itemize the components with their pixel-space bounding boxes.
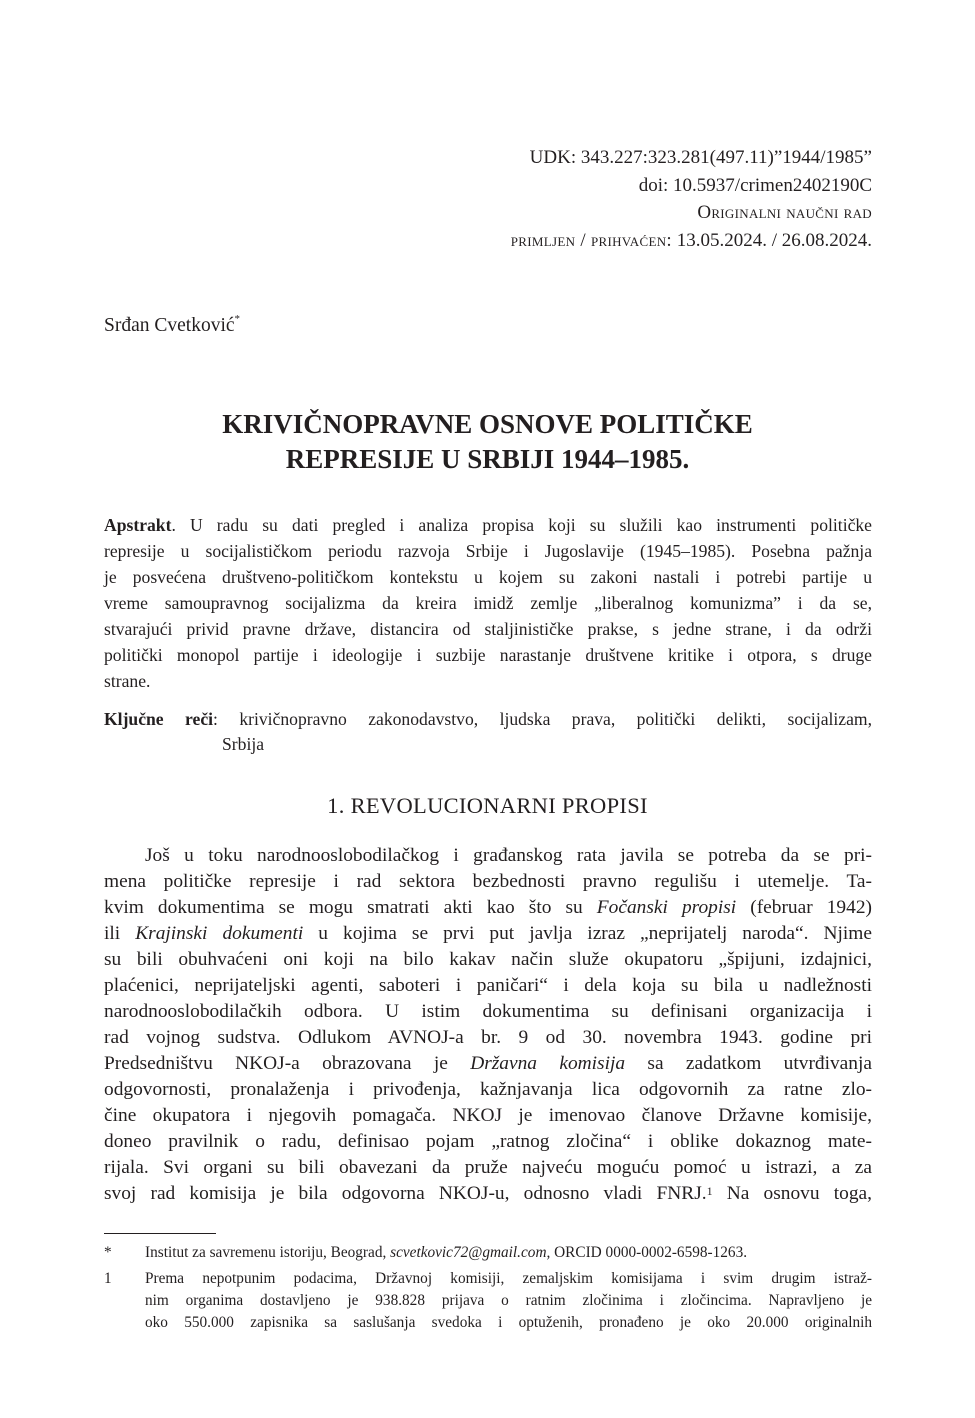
abstract-label: Apstrakt [104, 515, 172, 535]
author-footnote-mark[interactable]: * [234, 313, 241, 325]
footnote-divider [104, 1233, 216, 1234]
body-line: mena političke represije i rad sektora bezbednosti pravno regulišu i utemelje. Ta- [104, 871, 872, 892]
keywords-label: Ključne reči [104, 709, 214, 729]
footnote-mark-1: 1 [104, 1270, 112, 1287]
dates-label: primljen / prihvaćen: [510, 230, 672, 251]
italic-term: Krajinski dokumenti [135, 923, 304, 944]
abstract-line: je posvećena društveno-političkom kontekstu u kojem su zakoni nastali i potrebi partije u [104, 567, 872, 587]
body-line: svoj rad komisija je bila odgovorna NKOJ-u, odnosno vladi FNRJ.$^1$ Na osnovu toga, [104, 1183, 872, 1204]
title-line-1: KRIVIČNOPRAVNE OSNOVE POLITIČKE [222, 409, 753, 439]
footnote-star: Institut za savremenu istoriju, Beograd, scvetkovic72@gmail.com, ORCID 0000-0002-6598-1263. [145, 1244, 748, 1261]
body-line: odgovornosti, pronalaženja i privođenja, kažnjavanja lica odgovornih za ratne zlo- [104, 1079, 872, 1100]
author [104, 315, 240, 337]
article-type: Originalni naučni rad [697, 202, 872, 223]
abstract-line: politički monopol partije i ideologije i suzbije narastanje društvene kritike i otpora, s druge [104, 645, 872, 665]
body-line: Predsedništvu NKOJ-a obrazovana je Državna komisija sa zadatkom utvrđivanja [104, 1053, 872, 1074]
body-line: rad vojnog sudstva. Odlukom AVNOJ-a br. 9 od 30. novembra 1943. godine pri [104, 1027, 872, 1048]
abstract-line: Apstrakt. U radu su dati pregled i analiza propisa koji su služili kao instrumenti političke [104, 515, 872, 535]
footnote-1-line: Prema nepotpunim podacima, Državnoj komisiji, zemaljskim komisijama i svim drugim istraž- [145, 1270, 872, 1287]
doi: doi: 10.5937/crimen2402190C [638, 175, 872, 196]
body-line: su bili obuhvaćeni oni koji na bilo kakav način služe okupatoru „špijuni, izdajnici, [104, 949, 872, 970]
body-line: plaćenici, neprijateljski agenti, saboteri i paničari“ i dela koja su bila u nadležnosti [104, 975, 872, 996]
author-name: Srđan Cvetković [104, 315, 235, 336]
body-line: čine okupatora i njegovih pomagača. NKOJ je imenovao članove Državne komisije, [104, 1105, 872, 1126]
body-line: Još u toku narodnooslobodilačkog i građanskog rata javila se potreba da se pri- [145, 845, 872, 866]
received-accepted-dates [511, 229, 872, 253]
body-line: doneo pravilnik o radu, definisao pojam „ratnog zločina“ i oblike dokaznog mate- [104, 1131, 872, 1152]
keywords-line: Ključne reči: krivičnopravno zakonodavstvo, ljudska prava, politički delikti, socijalizam, [104, 709, 872, 729]
keywords-line: Srbija [222, 734, 265, 754]
abstract-line: stvarajući privid pravne države, distancira od staljinističke prakse, s jedne strane, i da održi [104, 619, 872, 639]
footnote-mark-star: * [104, 1244, 112, 1261]
italic-term: Fočanski propisi [596, 897, 737, 918]
footnote-1-line: oko 550.000 zapisnika sa saslušanja svedoka i optuženih, pronađeno je oko 20.000 originalnih [145, 1314, 872, 1331]
abstract-line: represije u socijalističkom periodu razvoja Srbije i Jugoslavije (1945–1985). Posebna pažnja [104, 541, 872, 561]
author-email[interactable]: scvetkovic72@gmail.com, [390, 1244, 551, 1261]
footnote-ref-1[interactable]: 1 [706, 1184, 713, 1198]
udk-code: UDK: 343.227:323.281(497.11)”1944/1985” [529, 147, 872, 168]
body-line: rijala. Svi organi su bili obavezani da pruže najveću moguću pomoć u istrazi, a za [104, 1157, 872, 1178]
abstract-line: vreme samoupravnog socijalizma da kreira imidž zemlje „liberalnog komunizma” i da se, [104, 593, 872, 613]
title-line-2: REPRESIJE U SRBIJI 1944–1985. [285, 444, 690, 474]
section-heading: 1. REVOLUCIONARNI PROPISI [327, 793, 648, 818]
italic-term: Državna komisija [470, 1053, 626, 1074]
dates-value: 13.05.2024. / 26.08.2024. [671, 230, 872, 251]
body-line: ili Krajinski dokumenti u kojima se prvi put javlja izraz „neprijatelj naroda“. Njime [104, 923, 872, 944]
abstract-line: strane. [104, 671, 151, 691]
body-line: narodnooslobodilačkih odbora. U istim dokumentima su definisani organizacija i [104, 1001, 872, 1022]
body-line: kvim dokumentima se mogu smatrati akti kao što su Fočanski propisi (februar 1942) [104, 897, 872, 918]
footnote-1-line: nim organima dostavljeno je 938.828 prijava o ratnim zločinima i zločincima. Napravljeno je [145, 1292, 872, 1309]
